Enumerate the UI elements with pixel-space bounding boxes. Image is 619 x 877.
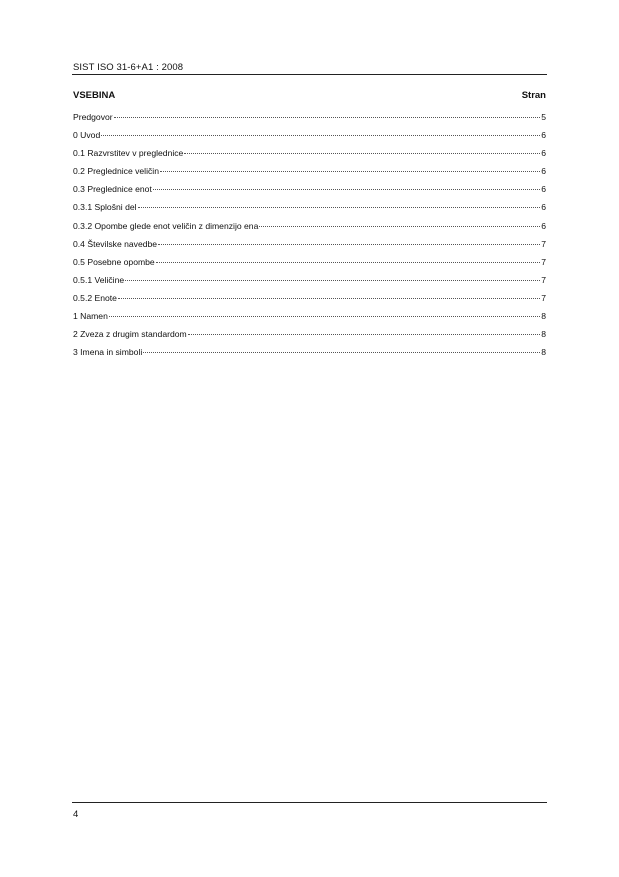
toc-entry-page: 7 (541, 274, 546, 285)
toc-dot-leader (125, 280, 540, 281)
toc-dot-leader (184, 153, 540, 154)
toc-entry-title: 0 Uvod (73, 130, 101, 141)
toc-entry-page: 7 (541, 238, 546, 249)
toc-entry-page: 5 (541, 112, 546, 122)
toc-dot-leader (143, 352, 540, 353)
toc-dot-leader (259, 226, 540, 227)
toc-entry-title: 0.1 Razvrstitev v preglednice (73, 148, 184, 159)
toc-entry-page: 7 (541, 256, 546, 267)
toc-entry[interactable] (73, 148, 546, 166)
table-of-contents (73, 112, 546, 365)
toc-entry-title: 2 Zveza z drugim standardom (73, 329, 187, 340)
toc-dot-leader (158, 244, 540, 245)
toc-dot-leader (118, 298, 540, 299)
toc-entry-title: 0.3.2 Opombe glede enot veličin z dimenzijo ena (73, 220, 259, 231)
toc-entry-title: 3 Imena in simboli (73, 347, 143, 358)
toc-entry-title: 0.2 Preglednice veličin (73, 166, 159, 177)
toc-entry-title: 1 Namen (73, 311, 108, 322)
toc-entry-title: 0.4 Številske navedbe (73, 238, 158, 249)
toc-entry[interactable] (73, 112, 546, 130)
toc-dot-leader (138, 207, 541, 208)
toc-dot-leader (188, 334, 541, 335)
document-header-standard: SIST ISO 31-6+A1 : 2008 (73, 62, 184, 73)
footer-rule (72, 802, 547, 803)
header-rule (72, 74, 547, 75)
toc-entry[interactable] (73, 293, 546, 311)
toc-dot-leader (153, 189, 540, 190)
toc-dot-leader (109, 316, 540, 317)
toc-entry[interactable] (73, 275, 546, 293)
toc-entry[interactable] (73, 166, 546, 184)
toc-entry-page: 8 (541, 329, 546, 340)
toc-entry[interactable] (73, 257, 546, 275)
toc-entry-title: 0.3.1 Splošni del (73, 202, 137, 213)
toc-entry-page: 6 (541, 148, 546, 159)
toc-dot-leader (101, 135, 540, 136)
toc-entry-title: 0.5 Posebne opombe (73, 256, 155, 267)
toc-entry[interactable] (73, 329, 546, 347)
toc-heading: VSEBINA (73, 90, 116, 101)
toc-entry-page: 6 (541, 220, 546, 231)
toc-entry-page: 8 (541, 347, 546, 358)
toc-entry[interactable] (73, 239, 546, 257)
toc-entry-page: 7 (541, 292, 546, 303)
toc-entry-page: 6 (541, 166, 546, 177)
toc-entry-title: Predgovor (73, 112, 113, 122)
toc-entry[interactable] (73, 202, 546, 220)
toc-dot-leader (160, 171, 540, 172)
toc-entry-title: 0.5.1 Veličine (73, 274, 125, 285)
page-number: 4 (73, 809, 79, 820)
toc-entry-page: 6 (541, 202, 546, 213)
toc-entry[interactable] (73, 221, 546, 239)
toc-entry-title: 0.3 Preglednice enot (73, 184, 152, 195)
toc-heading-row (73, 90, 546, 101)
toc-entry[interactable] (73, 184, 546, 202)
toc-dot-leader (114, 117, 541, 118)
toc-entry[interactable] (73, 347, 546, 365)
toc-page-column-label: Stran (521, 90, 546, 101)
toc-entry-title: 0.5.2 Enote (73, 292, 117, 303)
toc-dot-leader (156, 262, 541, 263)
toc-entry[interactable] (73, 311, 546, 329)
toc-entry[interactable] (73, 130, 546, 148)
toc-entry-page: 6 (541, 184, 546, 195)
toc-entry-page: 6 (541, 130, 546, 141)
toc-entry-page: 8 (541, 311, 546, 322)
